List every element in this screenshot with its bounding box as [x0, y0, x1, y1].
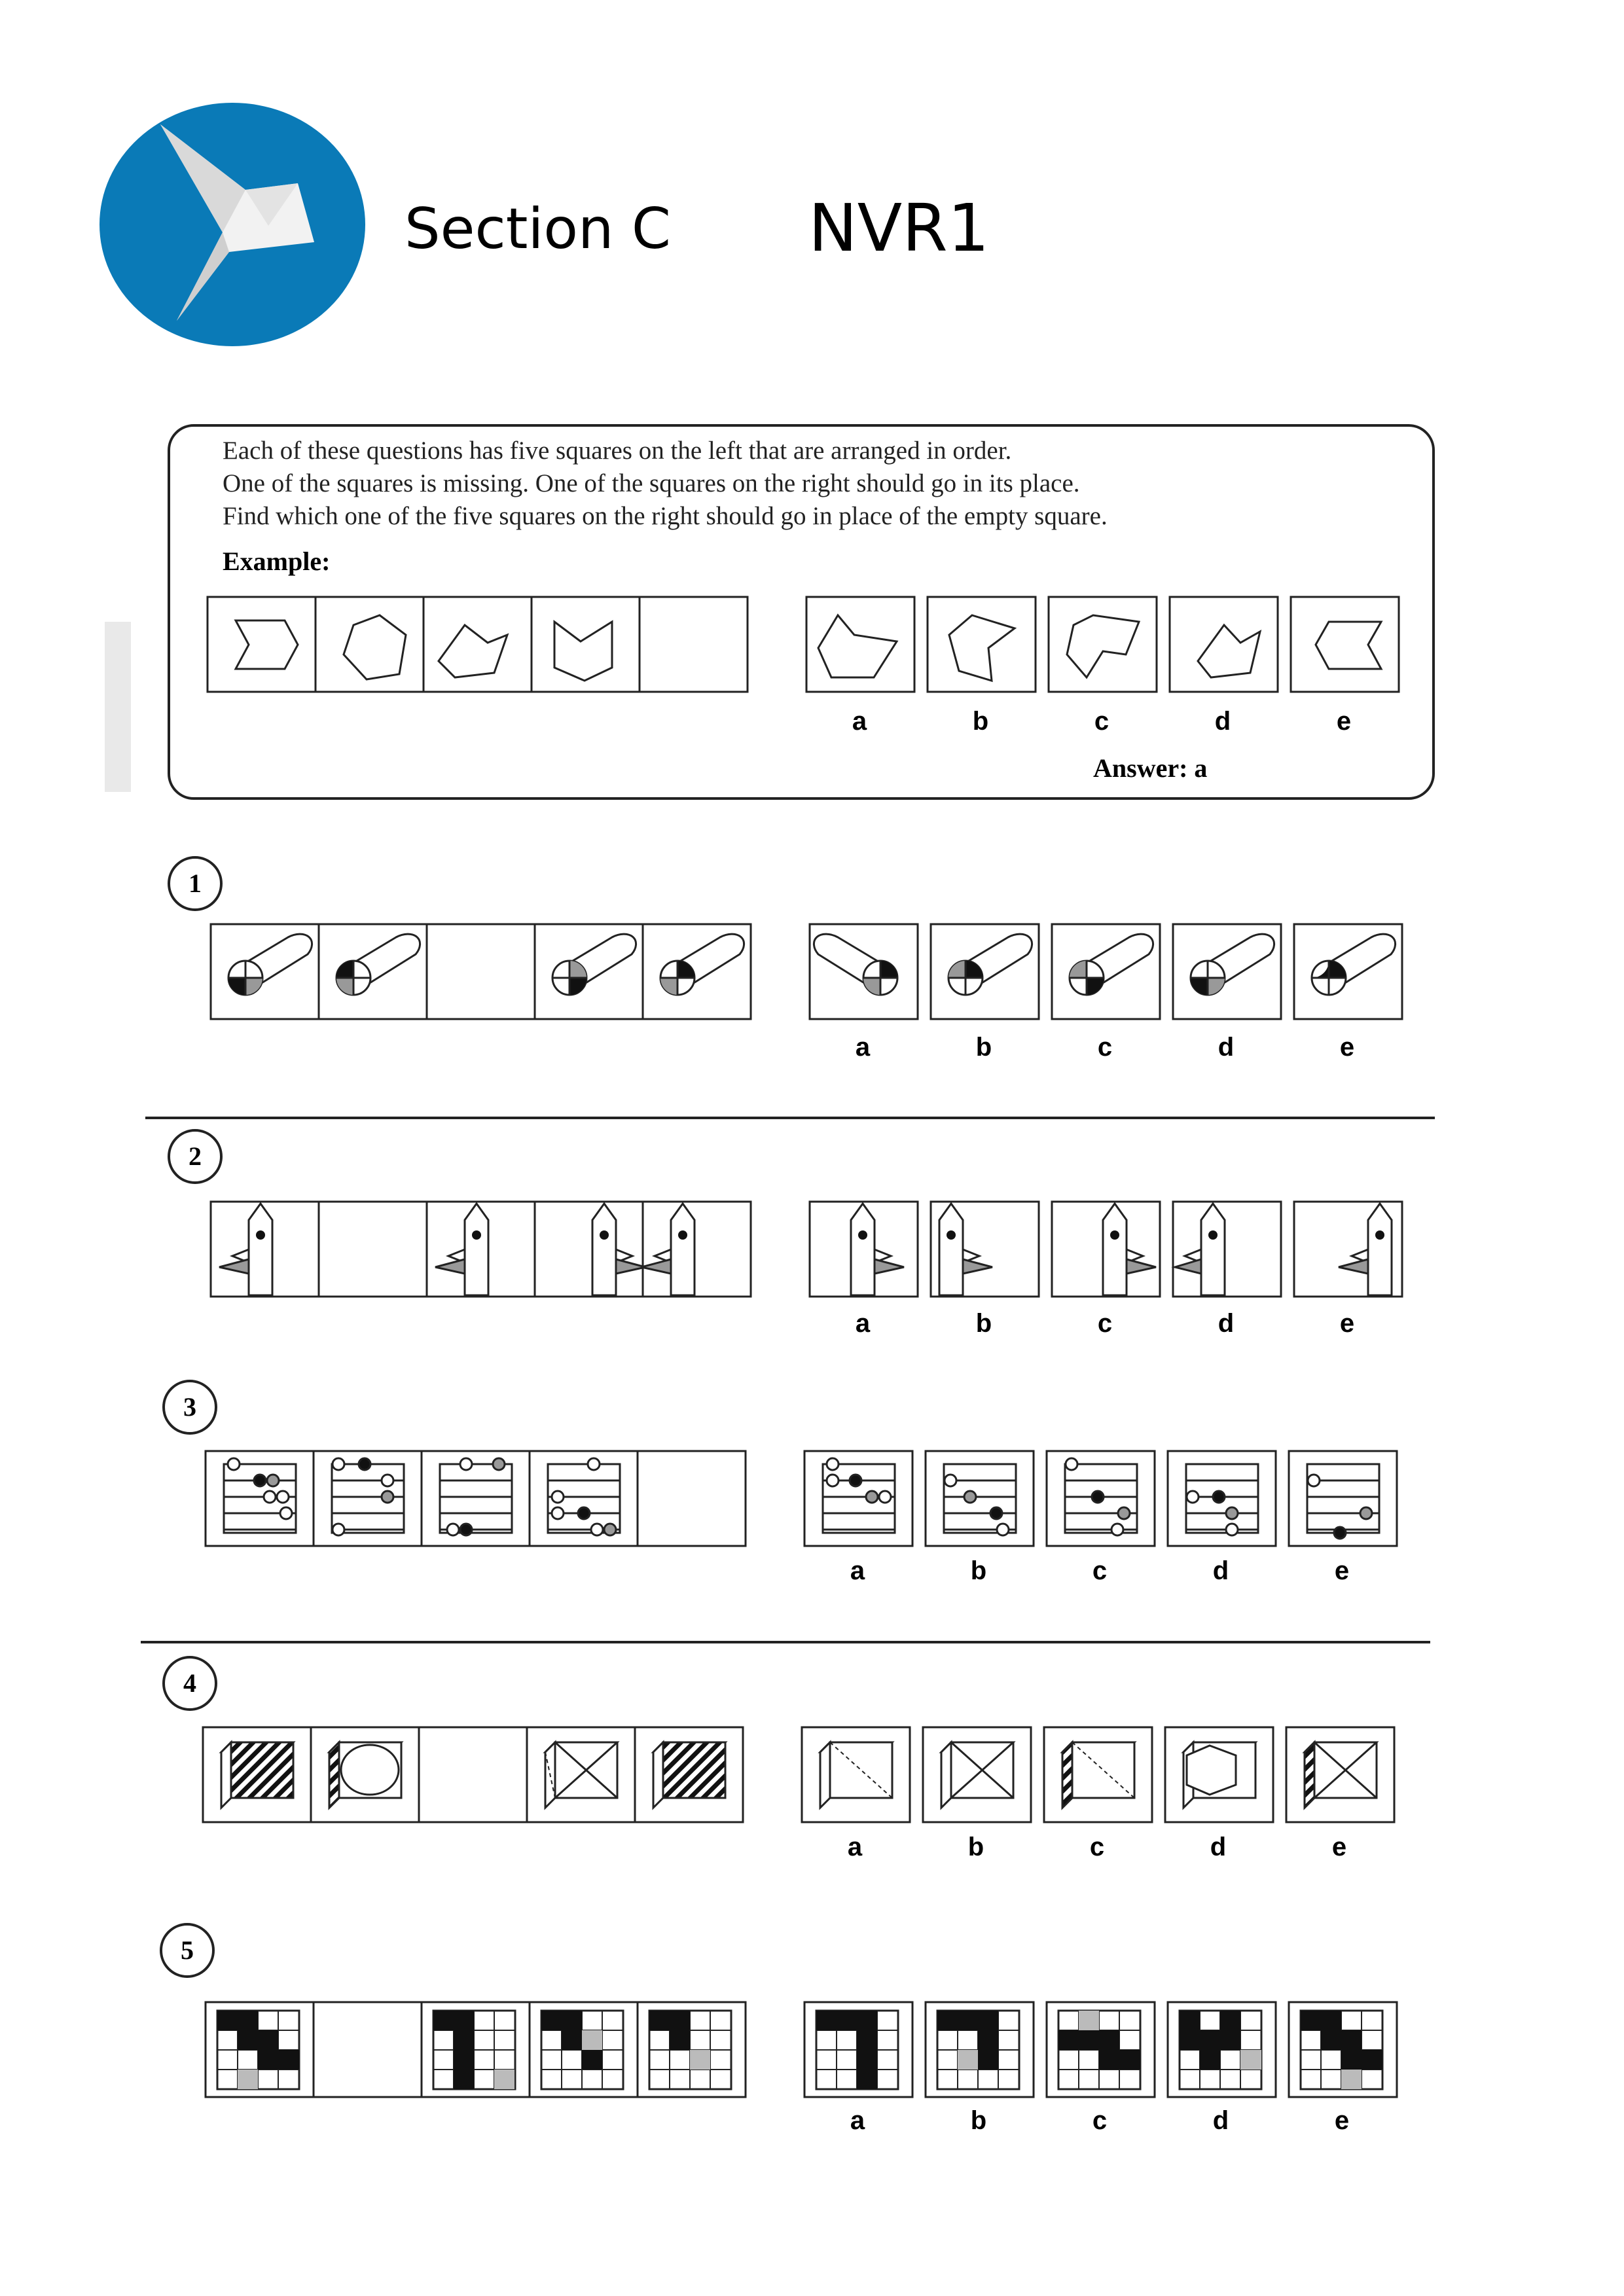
example-option-label: b [972, 707, 989, 736]
q3-option-label: a [850, 1556, 865, 1585]
q4-option-label: d [1210, 1833, 1227, 1861]
origami-bird-logo-icon [98, 101, 367, 347]
question-2-sequence-figure [209, 1200, 753, 1299]
section-divider [145, 1117, 1435, 1119]
q5-option-label: b [970, 2106, 987, 2135]
question-number-1: 1 [168, 856, 223, 911]
instruction-line: Each of these questions has five squares on the left that are arranged in order. [223, 437, 1012, 465]
question-number-5: 5 [160, 1923, 215, 1978]
q2-option-label: a [855, 1309, 871, 1338]
q3-option-label: b [970, 1556, 987, 1585]
instruction-line: One of the squares is missing. One of the squares on the right should go in its place. [223, 469, 1080, 497]
example-option-label: e [1336, 707, 1352, 736]
example-option-label: a [852, 707, 867, 736]
q5-option-label: e [1334, 2106, 1350, 2135]
question-5-sequence-figure [204, 2001, 748, 2099]
question-number-3: 3 [162, 1380, 217, 1435]
q2-option-label: c [1097, 1309, 1113, 1338]
q5-option-label: a [850, 2106, 865, 2135]
q5-option-label: c [1092, 2106, 1108, 2135]
q2-option-label: e [1339, 1309, 1355, 1338]
question-4-options-figure [801, 1726, 1396, 1824]
q3-option-label: c [1092, 1556, 1108, 1585]
question-1-sequence-figure [209, 923, 753, 1021]
q2-option-label: b [975, 1309, 992, 1338]
q1-option-label: e [1339, 1033, 1355, 1062]
paper-code: NVR1 [808, 190, 990, 266]
example-options-figure [805, 596, 1401, 694]
question-4-sequence-figure [202, 1726, 745, 1824]
example-sequence-figure [206, 596, 749, 694]
question-number-2: 2 [168, 1129, 223, 1184]
q3-option-label: d [1212, 1556, 1229, 1585]
q1-option-label: d [1218, 1033, 1235, 1062]
example-answer: Answer: a [1093, 753, 1208, 783]
instruction-line: Find which one of the five squares on the right should go in place of the empty square. [223, 502, 1108, 530]
q4-option-label: b [967, 1833, 984, 1861]
section-title: Section C [405, 196, 671, 262]
q2-option-label: d [1218, 1309, 1235, 1338]
q1-option-label: c [1097, 1033, 1113, 1062]
q3-option-label: e [1334, 1556, 1350, 1585]
example-option-label: c [1094, 707, 1110, 736]
q4-option-label: c [1089, 1833, 1105, 1861]
question-3-sequence-figure [204, 1450, 748, 1548]
scan-artifact [105, 622, 131, 792]
q5-option-label: d [1212, 2106, 1229, 2135]
question-5-options-figure [803, 2001, 1399, 2099]
example-option-label: d [1214, 707, 1231, 736]
q4-option-label: e [1331, 1833, 1347, 1861]
question-number-4: 4 [162, 1656, 217, 1711]
example-label: Example: [223, 547, 331, 576]
question-2-options-figure [808, 1200, 1404, 1299]
question-3-options-figure [803, 1450, 1399, 1548]
q4-option-label: a [847, 1833, 863, 1861]
section-divider [141, 1641, 1430, 1643]
q1-option-label: a [855, 1033, 871, 1062]
q1-option-label: b [975, 1033, 992, 1062]
question-1-options-figure [808, 923, 1404, 1021]
